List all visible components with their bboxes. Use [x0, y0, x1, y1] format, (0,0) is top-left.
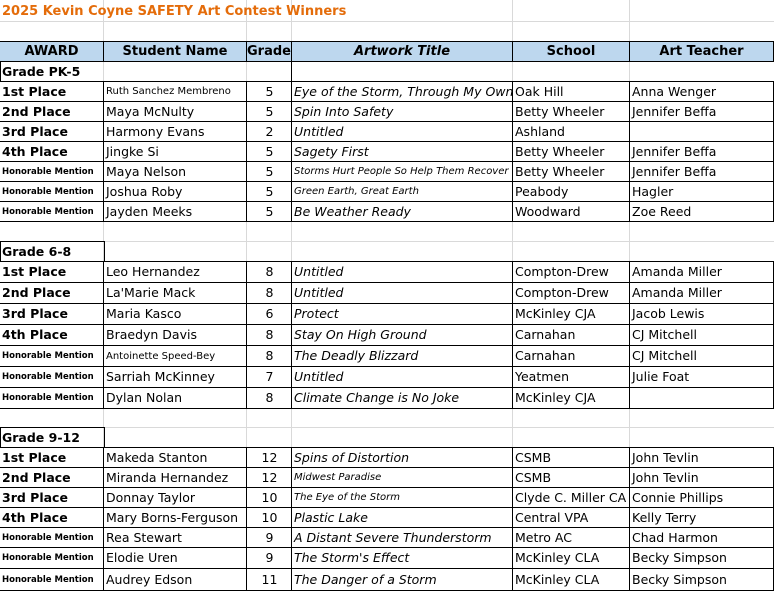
cell-school[interactable]: CSMB [515, 469, 552, 485]
cell-grade[interactable]: 8 [265, 264, 274, 280]
cell-school[interactable]: Compton-Drew [515, 264, 609, 280]
cell-grade[interactable]: 5 [265, 103, 274, 119]
cell-art-teacher[interactable]: Becky Simpson [632, 571, 727, 587]
cell-grade[interactable]: 11 [261, 571, 278, 587]
cell-school[interactable]: Carnahan [515, 327, 576, 343]
cell-school[interactable]: Compton-Drew [515, 285, 609, 301]
cell-artwork-title[interactable]: Protect [294, 306, 339, 322]
cell-school[interactable]: Yeatmen [515, 369, 570, 385]
cell-art-teacher[interactable]: Anna Wenger [632, 83, 717, 99]
cell-school[interactable]: Clyde C. Miller CA [515, 489, 627, 505]
cell-student-name[interactable]: Harmony Evans [106, 123, 205, 139]
cell-grade[interactable]: 6 [265, 306, 274, 322]
cell-art-teacher[interactable]: Chad Harmon [632, 529, 718, 545]
header-artwork-title[interactable]: Artwork Title [291, 41, 513, 62]
cell-student-name[interactable]: Audrey Edson [106, 571, 193, 587]
cell-grade[interactable]: 10 [261, 509, 278, 525]
cell-student-name[interactable]: Braedyn Davis [106, 327, 197, 343]
cell-award[interactable]: Honorable Mention [2, 553, 94, 564]
header-school[interactable]: School [512, 41, 630, 62]
cell-award[interactable]: 1st Place [2, 83, 67, 99]
cell-student-name[interactable]: Mary Borns-Ferguson [106, 509, 239, 525]
cell-art-teacher[interactable]: Amanda Miller [632, 285, 722, 301]
cell-student-name[interactable]: Jingke Si [106, 143, 159, 159]
cell-artwork-title[interactable]: Stay On High Ground [294, 327, 427, 343]
cell-student-name[interactable]: Elodie Uren [106, 550, 178, 566]
cell-grade[interactable]: 10 [261, 489, 278, 505]
cell-artwork-title[interactable]: Spin Into Safety [294, 103, 394, 119]
cell-artwork-title[interactable]: Plastic Lake [294, 509, 368, 525]
cell-artwork-title[interactable]: Untitled [294, 264, 344, 280]
cell-art-teacher[interactable]: Jacob Lewis [632, 306, 705, 322]
cell-school[interactable]: Betty Wheeler [515, 143, 605, 159]
cell-grade[interactable]: 9 [265, 529, 274, 545]
cell-art-teacher[interactable]: Connie Phillips [632, 489, 724, 505]
cell-art-teacher[interactable]: Kelly Terry [632, 509, 697, 525]
cell-artwork-title[interactable]: Storms Hurt People So Help Them Recover [294, 166, 509, 177]
cell-art-teacher[interactable]: Jennifer Beffa [632, 163, 717, 179]
cell-artwork-title[interactable]: Climate Change is No Joke [294, 390, 460, 406]
cell-student-name[interactable]: La'Marie Mack [106, 285, 196, 301]
cell-award[interactable]: 1st Place [2, 264, 67, 280]
header-student-name[interactable]: Student Name [103, 41, 247, 62]
cell-award[interactable]: Honorable Mention [2, 393, 94, 404]
cell-artwork-title[interactable]: The Storm's Effect [294, 550, 410, 566]
cell-student-name[interactable]: Maya Nelson [106, 163, 187, 179]
header-award[interactable]: AWARD [0, 41, 104, 62]
cell-art-teacher[interactable]: CJ Mitchell [632, 327, 697, 343]
cell-student-name[interactable]: Ruth Sanchez Membreno [106, 86, 231, 97]
cell-artwork-title[interactable]: The Deadly Blizzard [294, 348, 419, 364]
cell-student-name[interactable]: Antoinette Speed-Bey [106, 350, 216, 362]
cell-award[interactable]: Honorable Mention [2, 532, 94, 543]
cell-school[interactable]: Betty Wheeler [515, 103, 605, 119]
cell-art-teacher[interactable]: Jennifer Beffa [632, 143, 717, 159]
header-art-teacher[interactable]: Art Teacher [629, 41, 774, 62]
cell-award[interactable]: 3rd Place [2, 306, 68, 322]
section-label[interactable]: Grade 9-12 [2, 429, 80, 445]
cell-award[interactable]: 3rd Place [2, 123, 68, 139]
cell-award[interactable]: Honorable Mention [2, 574, 94, 585]
gridline-horizontal [0, 241, 774, 242]
cell-grade[interactable]: 5 [265, 183, 274, 199]
cell-grade[interactable]: 12 [261, 469, 278, 485]
cell-student-name[interactable]: Sarriah McKinney [106, 369, 215, 385]
section-label[interactable]: Grade PK-5 [2, 63, 81, 79]
cell-artwork-title[interactable]: Sagety First [294, 143, 369, 159]
cell-award[interactable]: 3rd Place [2, 489, 68, 505]
cell-grade[interactable]: 8 [265, 327, 274, 343]
cell-student-name[interactable]: Makeda Stanton [106, 449, 208, 465]
cell-student-name[interactable]: Leo Hernandez [106, 264, 200, 280]
sheet-title[interactable]: 2025 Kevin Coyne SAFETY Art Contest Winners [2, 3, 347, 19]
cell-art-teacher[interactable]: Julie Foat [632, 369, 690, 385]
cell-artwork-title[interactable]: Spins of Distortion [294, 449, 410, 465]
cell-school[interactable]: Metro AC [515, 529, 572, 545]
cell-school[interactable]: Ashland [515, 123, 565, 139]
cell-grade[interactable]: 2 [265, 123, 274, 139]
cell-artwork-title[interactable]: The Danger of a Storm [294, 571, 437, 587]
gridline-horizontal [0, 427, 774, 428]
cell-award[interactable]: 1st Place [2, 449, 67, 465]
cell-art-teacher[interactable] [630, 122, 774, 142]
cell-grade[interactable]: 5 [265, 203, 274, 219]
cell-award[interactable]: 4th Place [2, 143, 68, 159]
cell-school[interactable]: Woodward [515, 203, 581, 219]
cell-grade[interactable]: 5 [265, 143, 274, 159]
header-grade[interactable]: Grade [246, 41, 292, 62]
cell-school[interactable]: Betty Wheeler [515, 163, 605, 179]
cell-award[interactable]: 4th Place [2, 327, 68, 343]
cell-student-name[interactable]: Joshua Roby [106, 183, 183, 199]
cell-artwork-title[interactable]: Green Earth, Great Earth [294, 186, 419, 197]
cell-school[interactable]: Oak Hill [515, 83, 564, 99]
cell-award[interactable]: Honorable Mention [2, 351, 94, 362]
cell-grade[interactable]: 9 [265, 550, 274, 566]
cell-art-teacher[interactable]: Hagler [632, 183, 674, 199]
cell-art-teacher[interactable]: John Tevlin [632, 449, 699, 465]
cell-art-teacher[interactable]: John Tevlin [632, 469, 699, 485]
cell-award[interactable]: 4th Place [2, 509, 68, 525]
cell-artwork-title[interactable]: Eye of the Storm, Through My Own [294, 83, 513, 99]
cell-artwork-title[interactable]: Untitled [294, 369, 344, 385]
cell-artwork-title[interactable]: A Distant Severe Thunderstorm [294, 529, 492, 545]
cell-school[interactable]: Carnahan [515, 348, 576, 364]
cell-award[interactable]: Honorable Mention [2, 186, 94, 197]
cell-student-name[interactable]: Maria Kasco [106, 306, 182, 322]
cell-school[interactable]: McKinley CLA [515, 571, 600, 587]
cell-grade[interactable]: 8 [265, 348, 274, 364]
cell-grade[interactable]: 7 [265, 369, 274, 385]
cell-student-name[interactable]: Maya McNulty [106, 103, 195, 119]
cell-artwork-title[interactable]: Be Weather Ready [294, 203, 411, 219]
cell-award[interactable]: 2nd Place [2, 103, 71, 119]
cell-grade[interactable]: 12 [261, 449, 278, 465]
cell-grade[interactable]: 8 [265, 285, 274, 301]
cell-artwork-title[interactable]: The Eye of the Storm [294, 492, 400, 503]
cell-grade[interactable]: 5 [265, 163, 274, 179]
cell-art-teacher[interactable]: Becky Simpson [632, 550, 727, 566]
cell-art-teacher[interactable]: Amanda Miller [632, 264, 722, 280]
cell-school[interactable]: McKinley CLA [515, 550, 600, 566]
section-label[interactable]: Grade 6-8 [2, 243, 72, 259]
cell-art-teacher[interactable] [630, 388, 774, 409]
cell-artwork-title[interactable]: Midwest Paradise [294, 472, 382, 483]
cell-artwork-title[interactable]: Untitled [294, 285, 344, 301]
cell-student-name[interactable]: Rea Stewart [106, 529, 182, 545]
cell-student-name[interactable]: Miranda Hernandez [106, 469, 229, 485]
cell-school[interactable]: McKinley CJA [515, 306, 596, 322]
cell-art-teacher[interactable]: Zoe Reed [632, 203, 692, 219]
cell-award[interactable]: 2nd Place [2, 285, 71, 301]
cell-art-teacher[interactable]: Jennifer Beffa [632, 103, 717, 119]
cell-artwork-title[interactable]: Untitled [294, 123, 344, 139]
cell-award[interactable]: 2nd Place [2, 469, 71, 485]
cell-award[interactable]: Honorable Mention [2, 206, 94, 217]
cell-student-name[interactable]: Dylan Nolan [106, 390, 183, 406]
cell-art-teacher[interactable]: CJ Mitchell [632, 348, 697, 364]
cell-student-name[interactable]: Donnay Taylor [106, 489, 196, 505]
cell-school[interactable]: Peabody [515, 183, 569, 199]
cell-grade[interactable]: 5 [265, 83, 274, 99]
cell-award[interactable]: Honorable Mention [2, 166, 94, 177]
cell-grade[interactable]: 8 [265, 390, 274, 406]
cell-school[interactable]: Central VPA [515, 509, 589, 525]
cell-student-name[interactable]: Jayden Meeks [106, 203, 193, 219]
cell-school[interactable]: CSMB [515, 449, 552, 465]
cell-school[interactable]: McKinley CJA [515, 390, 596, 406]
cell-award[interactable]: Honorable Mention [2, 372, 94, 383]
